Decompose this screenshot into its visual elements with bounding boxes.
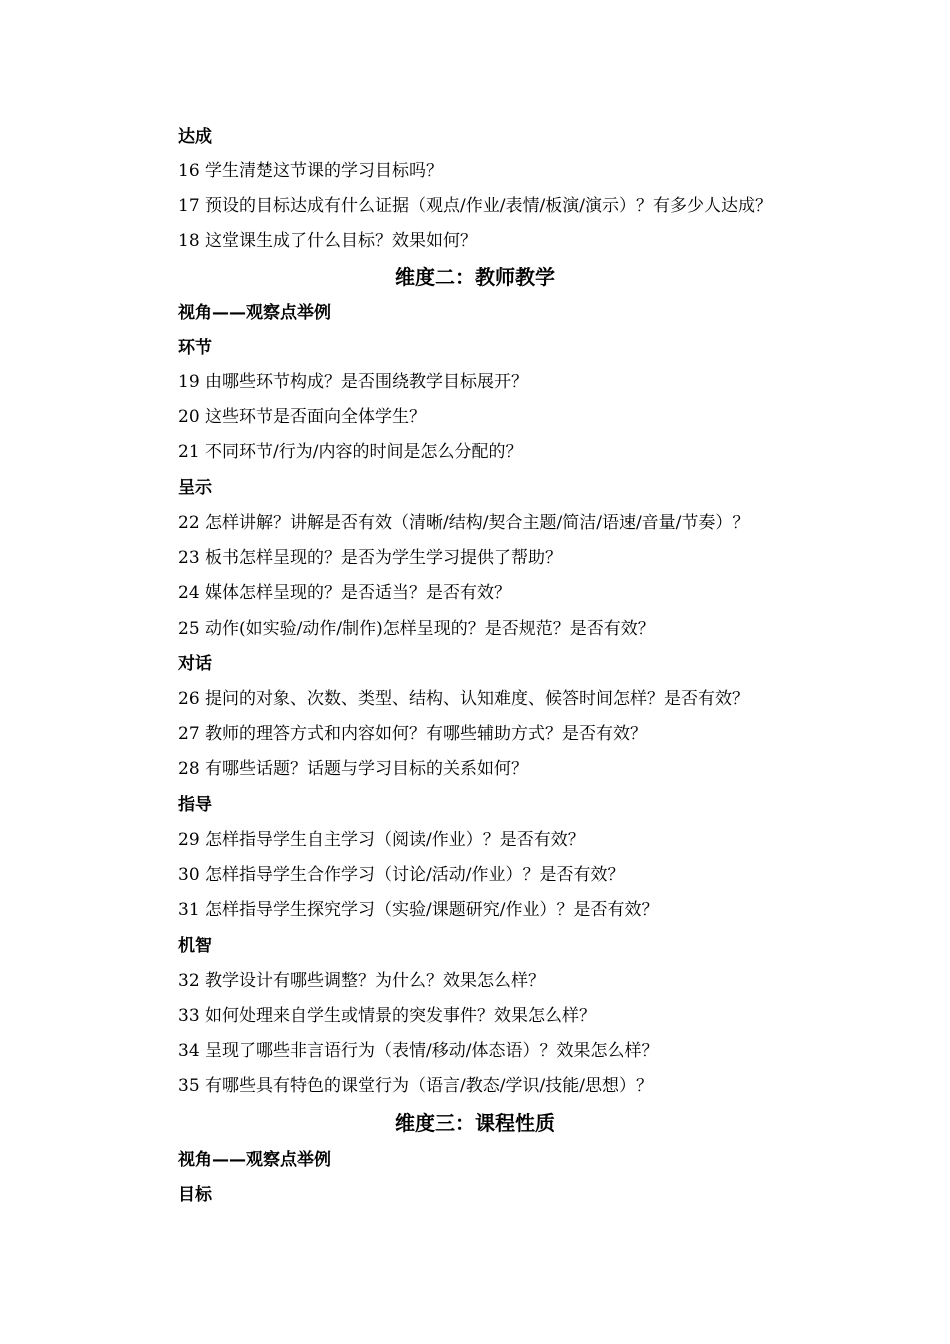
perspective-heading: 视角——观察点举例 bbox=[178, 303, 331, 323]
list-item: 34 呈现了哪些非言语行为（表情/移动/体态语）？效果怎么样？ bbox=[178, 1041, 659, 1061]
list-item: 31 怎样指导学生探究学习（实验/课题研究/作业）？是否有效？ bbox=[178, 900, 659, 920]
list-item: 33 如何处理来自学生或情景的突发事件？效果怎么样？ bbox=[178, 1006, 597, 1026]
section-heading-presentation: 呈示 bbox=[178, 478, 212, 498]
section-heading-guidance: 指导 bbox=[178, 795, 212, 815]
perspective-heading: 视角——观察点举例 bbox=[178, 1150, 331, 1170]
section-heading-dialogue: 对话 bbox=[178, 654, 212, 674]
list-item: 25 动作(如实验/动作/制作)怎样呈现的？是否规范？是否有效？ bbox=[178, 619, 655, 639]
list-item: 23 板书怎样呈现的？是否为学生学习提供了帮助？ bbox=[178, 548, 563, 568]
list-item: 17 预设的目标达成有什么证据（观点/作业/表情/板演/演示）？有多少人达成？ bbox=[178, 196, 772, 216]
list-item: 32 教学设计有哪些调整？为什么？效果怎么样？ bbox=[178, 971, 546, 991]
list-item: 26 提问的对象、次数、类型、结构、认知难度、候答时间怎样？是否有效？ bbox=[178, 689, 750, 709]
list-item: 19 由哪些环节构成？是否围绕教学目标展开？ bbox=[178, 372, 529, 392]
list-item: 24 媒体怎样呈现的？是否适当？是否有效？ bbox=[178, 583, 512, 603]
list-item: 22 怎样讲解？讲解是否有效（清晰/结构/契合主题/简洁/语速/音量/节奏）？ bbox=[178, 513, 750, 533]
section-heading-goal: 目标 bbox=[178, 1185, 212, 1205]
list-item: 35 有哪些具有特色的课堂行为（语言/教态/学识/技能/思想）？ bbox=[178, 1076, 653, 1096]
list-item: 16 学生清楚这节课的学习目标吗？ bbox=[178, 161, 444, 181]
list-item: 18 这堂课生成了什么目标？效果如何？ bbox=[178, 231, 478, 251]
list-item: 30 怎样指导学生合作学习（讨论/活动/作业）？是否有效？ bbox=[178, 865, 625, 885]
dimension-title: 维度三：课程性质 bbox=[395, 1111, 555, 1135]
section-heading-achieve: 达成 bbox=[178, 127, 212, 147]
list-item: 29 怎样指导学生自主学习（阅读/作业）？是否有效？ bbox=[178, 830, 585, 850]
dimension-title: 维度二：教师教学 bbox=[395, 265, 555, 289]
list-item: 21 不同环节/行为/内容的时间是怎么分配的？ bbox=[178, 442, 523, 462]
section-heading-links: 环节 bbox=[178, 338, 212, 358]
list-item: 28 有哪些话题？话题与学习目标的关系如何？ bbox=[178, 759, 529, 779]
list-item: 27 教师的理答方式和内容如何？有哪些辅助方式？是否有效？ bbox=[178, 724, 648, 744]
list-item: 20 这些环节是否面向全体学生？ bbox=[178, 407, 427, 427]
section-heading-wit: 机智 bbox=[178, 936, 212, 956]
